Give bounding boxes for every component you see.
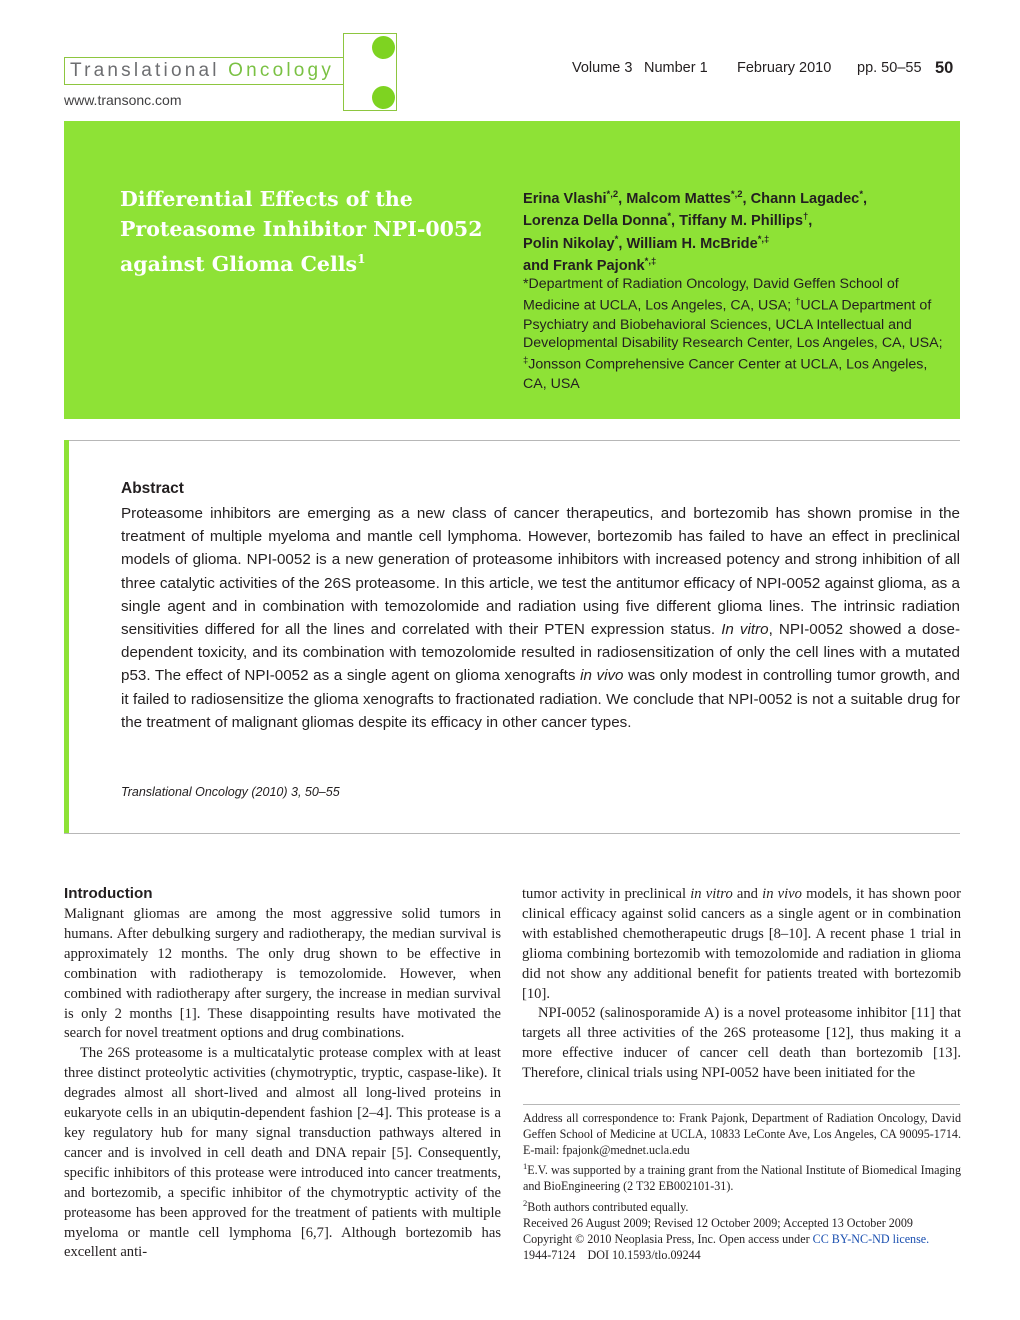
text-run: tumor activity in preclinical	[522, 886, 691, 902]
affiliations	[523, 275, 953, 393]
article-title	[120, 184, 500, 279]
text-run: models, it has shown poor clinical efficacy against solid cancers as a single agent or in combination with established chemotherapeutic drugs [8–10]. A recent phase 1 trial in glioma combining bortezomib with temozolomide and radiation in glioma did not show any additional benefit for patients treated with bortezomib [10].	[522, 886, 961, 1002]
abstract-box-accent	[64, 440, 69, 834]
logo-frame-right	[343, 33, 344, 111]
author-separator: ,	[618, 235, 627, 252]
author-mark: *	[667, 211, 672, 223]
doi: DOI 10.1593/tlo.09244	[587, 1248, 701, 1263]
author-mark: *,‡	[644, 256, 657, 268]
page-number: 50	[935, 59, 954, 77]
paragraph: The 26S proteasome is a multicatalytic protease complex with at least three distinct proteolytic activities (chymotryptic, tryptic, caspase-like). It degrades almost all short-lived and almost all long-lived proteins in eukaryote cells in an ubiqutin-dependent fashion [2–4]. This protease is a key regulatory hub for many signal transduction pathways altered in cancer and is involved in cell death and DNA repair [5]. Consequently, specific inhibitors of this protease were introduced into cancer treatments, and bortezomib, a specific inhibitor of the chymotryptic activity of the proteasome has been approved for the treatment of patients with multiple myeloma or mantle cell lymphoma [6,7]. Although bortezomib has excellent anti-	[64, 1045, 501, 1261]
author: Erina Vlashi	[523, 190, 607, 207]
paragraph: NPI-0052 (salinosporamide A) is a novel proteasome inhibitor [11] that targets all three activities of the 26S proteasome [12], thus making it a more effective inducer of cancer cell death than bortezomib [13]. Therefore, clinical trials using NPI-0052 have been initiated for the	[522, 1005, 961, 1082]
journal-website-link[interactable]: www.transonc.com	[64, 92, 182, 108]
logo-frame-left	[64, 57, 65, 85]
journal-citation: Translational Oncology (2010) 3, 50–55	[121, 785, 340, 799]
issue-number: Number 1	[644, 60, 708, 76]
footnote-text: Both authors contributed equally.	[527, 1199, 689, 1214]
license-link[interactable]: CC BY-NC-ND license.	[812, 1232, 930, 1246]
volume: Volume 3	[572, 60, 633, 76]
author: Polin Nikolay	[523, 235, 615, 252]
paragraph	[522, 885, 961, 1004]
author: and Frank Pajonk	[523, 257, 645, 274]
author: Tiffany M. Phillips	[679, 213, 803, 230]
title-footnote-mark: 1	[357, 252, 366, 266]
author: Lorenza Della Donna	[523, 213, 668, 230]
affiliation-mark: †	[795, 296, 801, 308]
italic-term: in vivo	[762, 886, 802, 902]
author: Chann Lagadec	[750, 190, 860, 207]
author-mark: *,‡	[757, 233, 770, 245]
author: Malcom Mattes	[626, 190, 731, 207]
copyright-block	[523, 1231, 961, 1263]
affiliation-3: Jonsson Comprehensive Cancer Center at UCLA, Los Angeles, CA, USA	[523, 357, 928, 392]
author-separator: ,	[742, 190, 751, 207]
abstract-text	[121, 502, 960, 734]
italic-term: in vitro	[690, 886, 733, 902]
footnotes	[523, 1110, 961, 1231]
logo-box-top	[343, 33, 397, 34]
affiliation-2: UCLA Department of Psychiatry and Biobehavioral Sciences, UCLA Intellectual and Developmental Disability Research Center, Los Angeles, CA, USA;	[523, 298, 943, 351]
journal-name-part2: Oncology	[228, 60, 335, 81]
right-column	[522, 885, 961, 1084]
abstract-heading: Abstract	[121, 480, 184, 497]
author-mark: †	[802, 211, 809, 223]
journal-logo	[70, 60, 334, 82]
author-mark: *	[614, 233, 619, 245]
affiliation-1: *Department of Radiation Oncology, David Geffen School of Medicine at UCLA, Los Angeles, CA, USA;	[523, 276, 899, 315]
page-range: pp. 50–55	[857, 60, 922, 76]
received-dates: Received 26 August 2009; Revised 12 October 2009; Accepted 13 October 2009	[523, 1215, 913, 1230]
abstract-text-part: Proteasome inhibitors are emerging as a new class of cancer therapeutics, and bortezomib has shown promise in the treatment of multiple myeloma and mantle cell lymphoma. However, bortezomib has failed to have an effect in preclinical models of glioma. NPI-0052 is a new generation of proteasome inhibitors with increased potency and strong inhibition of all three catalytic activities of the 26S proteasome. In this article, we test the antitumor efficacy of NPI-0052 against glioma, as a single agent and in combination with temozolomide and radiation using five different glioma lines. The intrinsic radiation sensitivities differed for all the lines and correlated with their PTEN expression status.	[121, 505, 960, 639]
issn: 1944-7124	[523, 1248, 576, 1263]
author: William H. McBride	[626, 235, 758, 252]
article-title-text: Differential Effects of the Proteasome Inhibitor NPI-0052 against Glioma Cells	[120, 187, 483, 276]
author-separator: ,	[808, 213, 813, 230]
abstract-italic-term: in vivo	[580, 667, 624, 685]
abstract-text-part: , NPI-0052 showed a dose-dependent toxicity, and its combination with temozolomide resulted in radiosensitization of only the cell lines with a mutated p53. The effect of NPI-0052 as a single agent on glioma xenografts	[121, 621, 961, 685]
abstract-text-part: was only modest in controlling tumor growth, and it failed to radiosensitize the glioma xenografts to fractionated radiation. We conclude that NPI-0052 is not a suitable drug for the treatment of malignant gliomas despite its efficacy in other cancer types.	[121, 667, 960, 731]
abstract-italic-term: In vitro	[721, 621, 769, 639]
journal-name-part1: Translational	[70, 60, 220, 81]
logo-box-bottom	[343, 110, 397, 111]
introduction-heading: Introduction	[64, 885, 153, 902]
affiliation-mark: ‡	[523, 355, 529, 367]
paragraph: Malignant gliomas are among the most aggressive solid tumors in humans. After debulking surgery and radiotherapy, the median survival is approximately 12 months. The only drug shown to be effective in combination with radiotherapy is temozolomide. However, when combined with radiotherapy after surgery, the increase in median survival is only 2 months [1]. These disappointing results have motivated the search for novel treatment options and drug combinations.	[64, 906, 501, 1042]
author-mark: *,2	[606, 189, 619, 200]
footnote-1	[523, 1158, 961, 1194]
logo-frame-bottom	[64, 84, 344, 85]
author-list	[523, 186, 953, 275]
left-column	[64, 905, 501, 1263]
issue-date: February 2010	[737, 60, 832, 76]
author-mark: *	[859, 189, 864, 200]
open-access-note: Open access under	[718, 1232, 813, 1246]
text-run: and	[732, 886, 763, 902]
logo-frame-top	[64, 57, 344, 58]
logo-dot-top-icon	[372, 36, 395, 59]
logo-box-right	[396, 33, 397, 111]
footnote-mark: 1	[523, 1161, 528, 1172]
footnote-rule	[523, 1104, 960, 1105]
author-mark: *,2	[730, 189, 743, 200]
author-separator: ,	[863, 190, 868, 207]
author-separator: ,	[671, 213, 680, 230]
abstract-box-top-rule	[64, 440, 960, 441]
footnote-mark: 2	[523, 1197, 528, 1208]
copyright: Copyright © 2010 Neoplasia Press, Inc.	[523, 1232, 719, 1246]
author-separator: ,	[618, 190, 627, 207]
abstract-box-bottom-rule	[64, 833, 960, 834]
logo-dot-bottom-icon	[372, 86, 395, 109]
footnote-2	[523, 1195, 961, 1215]
footnote-text: E.V. was supported by a training grant from the National Institute of Biomedical Imaging and BioEngineering (2 T32 EB002101-31).	[523, 1163, 961, 1194]
correspondence-note: Address all correspondence to: Frank Pajonk, Department of Radiation Oncology, David Geffen School of Medicine at UCLA, 10833 LeConte Ave, Los Angeles, CA 90095-1714. E-mail: fpajonk@mednet.ucla.edu	[523, 1111, 961, 1158]
